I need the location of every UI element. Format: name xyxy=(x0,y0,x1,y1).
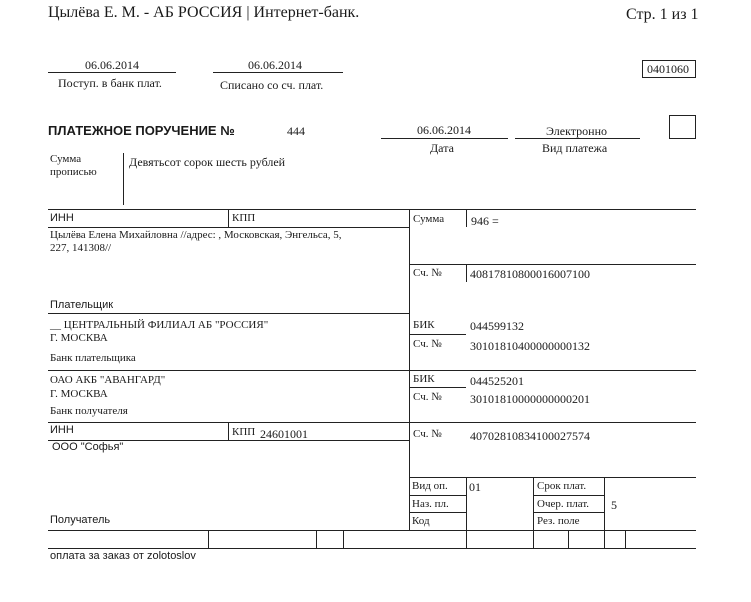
main-divider xyxy=(409,209,410,530)
received-date: 06.06.2014 xyxy=(85,58,139,72)
recipient-bank-name-line2: Г. МОСКВА xyxy=(50,388,108,400)
op-type-label: Вид оп. xyxy=(412,480,448,492)
amount-words-label-line2: прописью xyxy=(50,166,97,178)
amount-label-divider xyxy=(466,209,467,227)
tax-field-divider-6 xyxy=(625,530,626,548)
tax-field-divider-1 xyxy=(208,530,209,548)
recipient-kpp-divider xyxy=(228,422,229,440)
amount-label: Сумма xyxy=(413,213,445,225)
debited-date-underline xyxy=(213,72,343,73)
payment-type-label: Вид платежа xyxy=(542,141,608,155)
payer-kpp-label: КПП xyxy=(232,212,256,224)
recipient-bank-rule xyxy=(48,422,696,423)
payment-type: Электронно xyxy=(546,124,607,138)
tax-field-divider-2 xyxy=(316,530,317,548)
recipient-bank-bik-label: БИК xyxy=(413,373,435,385)
tax-field-divider-3 xyxy=(343,530,344,548)
tax-field-divider-5 xyxy=(568,530,569,548)
grid-top-rule xyxy=(48,209,696,210)
payer-account-label: Сч. № xyxy=(413,267,442,279)
document-header-title: Цылёва Е. М. - АБ РОССИЯ | Интернет-банк. xyxy=(48,4,360,21)
payer-rule xyxy=(48,313,409,314)
order-number: 444 xyxy=(287,124,305,138)
form-code-box xyxy=(642,60,696,78)
payer-label: Плательщик xyxy=(50,299,114,311)
payer-inn-label: ИНН xyxy=(50,212,74,224)
order-date-underline xyxy=(381,138,508,139)
code-label: Код xyxy=(412,515,430,527)
recipient-bank-label: Банк получателя xyxy=(50,405,128,417)
amount-words-value: Девятьсот сорок шесть рублей xyxy=(129,155,286,169)
payer-name-line2: 227, 141308// xyxy=(50,242,112,254)
recipient-bank-account-label: Сч. № xyxy=(413,391,442,403)
payer-name-line1: Цылёва Елена Михайловна //адрес: , Московская, Энгельса, 5, xyxy=(50,229,342,241)
form-code: 0401060 xyxy=(647,62,689,76)
payer-bank-name-line2: Г. МОСКВА xyxy=(50,332,108,344)
payer-inn-rule xyxy=(48,227,409,228)
purpose-code-label: Наз. пл. xyxy=(412,498,449,510)
recipient-kpp-label: КПП xyxy=(232,426,256,438)
recipient-bank-account-value: 30101810000000000201 xyxy=(470,392,590,406)
payer-bank-bik-value: 044599132 xyxy=(470,319,524,333)
priority-value: 5 xyxy=(611,498,617,512)
amount-rule xyxy=(409,264,696,265)
recipient-label: Получатель xyxy=(50,514,111,526)
reserved-field-label: Рез. поле xyxy=(537,515,580,527)
term-rule xyxy=(533,495,604,496)
recipient-bank-bik-rule xyxy=(409,387,466,388)
payer-bank-bik-label: БИК xyxy=(413,319,435,331)
recipient-kpp-value: 24601001 xyxy=(260,427,308,441)
status-box xyxy=(669,115,696,139)
details-right-divider xyxy=(604,477,605,548)
op-type-value: 01 xyxy=(469,480,481,494)
page-counter: Стр. 1 из 1 xyxy=(626,6,699,23)
order-date: 06.06.2014 xyxy=(417,123,471,137)
payer-account-value: 40817810800016007100 xyxy=(470,267,590,281)
received-date-label: Поступ. в банк плат. xyxy=(58,76,162,90)
recipient-account-value: 40702810834100027574 xyxy=(470,429,590,443)
amount-words-label-line1: Сумма xyxy=(50,153,82,165)
purpose-code-rule xyxy=(409,512,466,513)
recipient-bank-name-line1: ОАО АКБ "АВАНГАРД" xyxy=(50,374,166,386)
details-middle-divider xyxy=(533,477,534,548)
payer-bank-account-value: 30101810400000000132 xyxy=(470,339,590,353)
payer-bank-rule xyxy=(48,370,696,371)
payment-purpose: оплата за заказ от zolotoslov xyxy=(50,550,196,562)
term-label: Срок плат. xyxy=(537,480,587,492)
recipient-inn-label: ИНН xyxy=(50,424,74,436)
tax-fields-rule xyxy=(48,548,696,549)
amount-words-divider xyxy=(123,153,124,205)
recipient-rule xyxy=(48,530,696,531)
debited-date: 06.06.2014 xyxy=(248,58,302,72)
recipient-bank-bik-value: 044525201 xyxy=(470,374,524,388)
payer-account-label-divider xyxy=(466,264,467,282)
priority-rule xyxy=(533,512,604,513)
op-type-rule xyxy=(409,495,466,496)
order-title: ПЛАТЕЖНОЕ ПОРУЧЕНИЕ № xyxy=(48,123,235,138)
payment-type-underline xyxy=(515,138,640,139)
payer-kpp-divider xyxy=(228,209,229,227)
payer-bank-account-label: Сч. № xyxy=(413,338,442,350)
amount-value: 946 = xyxy=(471,214,499,228)
priority-label: Очер. плат. xyxy=(537,498,590,510)
recipient-account-rule xyxy=(409,477,696,478)
received-date-underline xyxy=(48,72,176,73)
tax-field-divider-4 xyxy=(466,530,467,548)
recipient-name: ООО "Софья" xyxy=(52,441,124,453)
debited-date-label: Списано со сч. плат. xyxy=(220,78,324,92)
payer-bank-bik-rule xyxy=(409,334,466,335)
order-date-label: Дата xyxy=(430,141,454,155)
payer-bank-label: Банк плательщика xyxy=(50,352,136,364)
payer-bank-name-line1: __ ЦЕНТРАЛЬНЫЙ ФИЛИАЛ АБ "РОССИЯ" xyxy=(50,319,269,331)
recipient-account-label: Сч. № xyxy=(413,428,442,440)
